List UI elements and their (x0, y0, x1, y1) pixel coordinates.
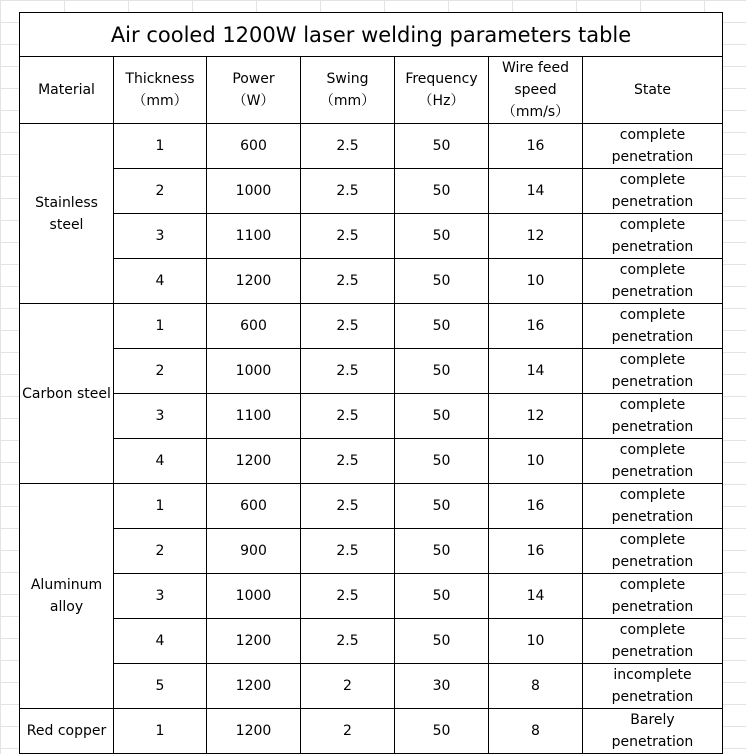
material-label: Stainless (35, 194, 98, 211)
wire-feed-cell[interactable]: 16 (489, 529, 583, 574)
material-cell[interactable] (20, 304, 114, 484)
frequency-cell[interactable]: 50 (395, 484, 489, 529)
table-row (20, 619, 723, 664)
swing-cell[interactable]: 2.5 (301, 214, 395, 259)
state-cell[interactable] (583, 349, 723, 394)
header-swing[interactable] (301, 57, 395, 124)
state-line: complete (619, 577, 686, 593)
wire-feed-cell[interactable]: 14 (489, 169, 583, 214)
state-line: complete (619, 487, 686, 503)
state-line: penetration (611, 689, 694, 705)
material-label: Aluminum (30, 577, 103, 593)
header-material[interactable] (20, 57, 114, 124)
header-swing-unit: （mm） (319, 93, 376, 109)
state-line: penetration (611, 329, 694, 345)
header-state-label: State (633, 82, 672, 98)
thickness-cell[interactable]: 4 (114, 619, 207, 664)
material-cell[interactable] (20, 124, 114, 304)
state-line: complete (619, 217, 686, 233)
swing-cell[interactable]: 2 (301, 709, 395, 754)
state-line: complete (619, 442, 686, 458)
swing-cell[interactable]: 2.5 (301, 394, 395, 439)
table-row (20, 394, 723, 439)
frequency-cell[interactable]: 50 (395, 349, 489, 394)
frequency-cell[interactable]: 50 (395, 529, 489, 574)
state-cell[interactable] (583, 574, 723, 619)
thickness-cell[interactable]: 1 (114, 304, 207, 349)
header-row (20, 57, 723, 124)
swing-cell[interactable]: 2.5 (301, 619, 395, 664)
state-line: complete (619, 532, 686, 548)
state-line: penetration (611, 194, 694, 210)
header-material-label: Material (38, 82, 95, 98)
header-wire-feed[interactable] (489, 57, 583, 124)
frequency-cell[interactable]: 50 (395, 709, 489, 754)
header-power[interactable] (207, 57, 301, 124)
wire-feed-cell[interactable]: 14 (489, 574, 583, 619)
state-line: penetration (611, 239, 694, 255)
state-line: penetration (611, 374, 694, 390)
frequency-cell[interactable]: 50 (395, 259, 489, 304)
thickness-cell[interactable]: 1 (114, 124, 207, 169)
table-title[interactable]: Air cooled 1200W laser welding parameters table (20, 13, 723, 57)
state-line: penetration (611, 734, 694, 750)
table-row (20, 709, 723, 754)
table-row (20, 304, 723, 349)
thickness-cell[interactable]: 5 (114, 664, 207, 709)
header-wire-feed-label-1: Wire feed (502, 60, 569, 76)
power-cell[interactable]: 1200 (207, 664, 301, 709)
state-cell[interactable] (583, 259, 723, 304)
state-cell[interactable] (583, 439, 723, 484)
thickness-cell[interactable]: 2 (114, 349, 207, 394)
state-line: complete (619, 307, 686, 323)
state-line: complete (619, 352, 686, 368)
table-row (20, 169, 723, 214)
swing-cell[interactable]: 2.5 (301, 574, 395, 619)
swing-cell[interactable]: 2.5 (301, 484, 395, 529)
swing-cell[interactable]: 2.5 (301, 169, 395, 214)
state-cell[interactable] (583, 124, 723, 169)
power-cell[interactable]: 900 (207, 529, 301, 574)
thickness-cell[interactable]: 1 (114, 709, 207, 754)
welding-parameters-table (19, 12, 723, 754)
state-line: penetration (611, 509, 694, 525)
frequency-cell[interactable]: 50 (395, 619, 489, 664)
wire-feed-cell[interactable]: 12 (489, 394, 583, 439)
power-cell[interactable]: 1000 (207, 349, 301, 394)
state-line: complete (619, 262, 686, 278)
state-line: Barely (630, 712, 675, 728)
material-label: steel (49, 216, 84, 233)
power-cell[interactable]: 1200 (207, 709, 301, 754)
header-state[interactable] (583, 57, 723, 124)
table-row (20, 484, 723, 529)
table-row (20, 349, 723, 394)
state-line: penetration (611, 149, 694, 165)
state-line: complete (619, 172, 686, 188)
wire-feed-cell[interactable]: 10 (489, 439, 583, 484)
frequency-cell[interactable]: 50 (395, 439, 489, 484)
state-line: penetration (611, 644, 694, 660)
table-row (20, 529, 723, 574)
swing-cell[interactable]: 2.5 (301, 439, 395, 484)
frequency-cell[interactable]: 50 (395, 214, 489, 259)
header-power-unit: （W） (232, 93, 275, 109)
header-frequency-unit: （Hz） (418, 93, 465, 109)
wire-feed-cell[interactable]: 10 (489, 259, 583, 304)
header-power-label: Power (232, 71, 275, 87)
state-cell[interactable] (583, 709, 723, 754)
swing-cell[interactable]: 2.5 (301, 124, 395, 169)
header-thickness[interactable] (114, 57, 207, 124)
frequency-cell[interactable]: 50 (395, 574, 489, 619)
wire-feed-cell[interactable]: 14 (489, 349, 583, 394)
frequency-cell[interactable]: 50 (395, 394, 489, 439)
state-line: penetration (611, 599, 694, 615)
thickness-cell[interactable]: 2 (114, 169, 207, 214)
state-cell[interactable] (583, 529, 723, 574)
power-cell[interactable]: 600 (207, 484, 301, 529)
table-row (20, 124, 723, 169)
wire-feed-cell[interactable]: 10 (489, 619, 583, 664)
state-cell[interactable] (583, 214, 723, 259)
state-cell[interactable] (583, 619, 723, 664)
wire-feed-cell[interactable]: 8 (489, 709, 583, 754)
wire-feed-cell[interactable]: 16 (489, 484, 583, 529)
thickness-cell[interactable]: 2 (114, 529, 207, 574)
state-cell[interactable] (583, 169, 723, 214)
power-cell[interactable]: 1000 (207, 574, 301, 619)
swing-cell[interactable]: 2 (301, 664, 395, 709)
table-row (20, 259, 723, 304)
thickness-cell[interactable]: 4 (114, 259, 207, 304)
header-thickness-unit: （mm） (132, 93, 188, 109)
state-line: complete (619, 127, 686, 143)
header-wire-feed-label-2: speed (514, 82, 557, 98)
frequency-cell[interactable]: 50 (395, 169, 489, 214)
state-line: complete (619, 622, 686, 638)
state-line: penetration (611, 554, 694, 570)
table-body (20, 124, 723, 754)
state-cell[interactable] (583, 484, 723, 529)
state-cell[interactable] (583, 664, 723, 709)
material-label: alloy (49, 599, 84, 615)
state-line: penetration (611, 419, 694, 435)
power-cell[interactable]: 1200 (207, 439, 301, 484)
frequency-cell[interactable]: 50 (395, 304, 489, 349)
state-cell[interactable] (583, 304, 723, 349)
swing-cell[interactable]: 2.5 (301, 304, 395, 349)
power-cell[interactable]: 1000 (207, 169, 301, 214)
state-cell[interactable] (583, 394, 723, 439)
power-cell[interactable]: 1200 (207, 619, 301, 664)
thickness-cell[interactable]: 3 (114, 394, 207, 439)
table-row (20, 214, 723, 259)
swing-cell[interactable]: 2.5 (301, 529, 395, 574)
state-line: penetration (611, 284, 694, 300)
thickness-cell[interactable]: 1 (114, 484, 207, 529)
wire-feed-cell[interactable]: 16 (489, 304, 583, 349)
thickness-cell[interactable]: 3 (114, 574, 207, 619)
power-cell[interactable]: 1200 (207, 259, 301, 304)
header-frequency[interactable] (395, 57, 489, 124)
header-frequency-label: Frequency (405, 71, 478, 87)
state-line: incomplete (613, 667, 692, 683)
power-cell[interactable]: 600 (207, 304, 301, 349)
frequency-cell[interactable]: 50 (395, 124, 489, 169)
material-cell[interactable] (20, 484, 114, 709)
material-cell[interactable] (20, 709, 114, 754)
material-label: Red copper (26, 723, 107, 739)
power-cell[interactable]: 1100 (207, 394, 301, 439)
thickness-cell[interactable]: 4 (114, 439, 207, 484)
table-row (20, 439, 723, 484)
swing-cell[interactable]: 2.5 (301, 259, 395, 304)
swing-cell[interactable]: 2.5 (301, 349, 395, 394)
header-wire-feed-unit: （mm/s） (501, 104, 570, 120)
header-thickness-label: Thickness (125, 71, 195, 87)
table-row (20, 574, 723, 619)
table-row (20, 664, 723, 709)
frequency-cell[interactable]: 30 (395, 664, 489, 709)
wire-feed-cell[interactable]: 8 (489, 664, 583, 709)
header-swing-label: Swing (326, 71, 369, 87)
thickness-cell[interactable]: 3 (114, 214, 207, 259)
state-line: complete (619, 397, 686, 413)
material-label: Carbon steel (22, 385, 111, 402)
power-cell[interactable]: 1100 (207, 214, 301, 259)
power-cell[interactable]: 600 (207, 124, 301, 169)
wire-feed-cell[interactable]: 16 (489, 124, 583, 169)
wire-feed-cell[interactable]: 12 (489, 214, 583, 259)
state-line: penetration (611, 464, 694, 480)
